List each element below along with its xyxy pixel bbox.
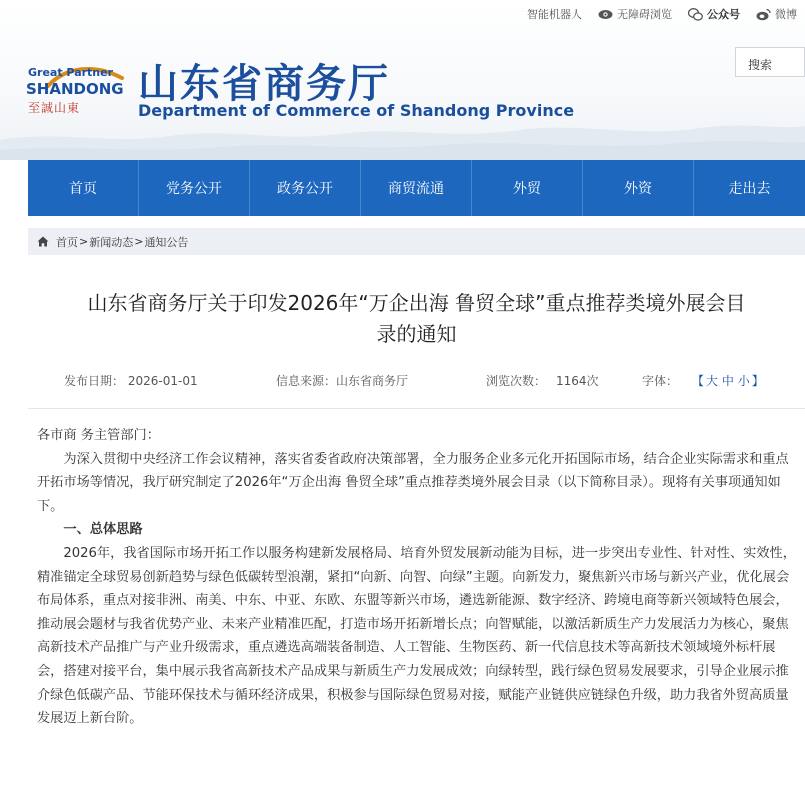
wechat-icon xyxy=(688,8,703,21)
publish-date-value: 2026-01-01 xyxy=(127,374,198,388)
top-utility-bar xyxy=(527,5,797,23)
view-count xyxy=(486,372,599,389)
info-source xyxy=(276,372,408,389)
meta-divider xyxy=(28,408,805,409)
bracket-open: 【 xyxy=(691,374,704,388)
font-size-options xyxy=(692,374,764,388)
robot-label: 智能机器人 xyxy=(527,8,582,21)
article-meta xyxy=(0,372,805,390)
body-paragraph: 2026年，我省国际市场开拓工作以服务构建新发展格局、培育外贸发展新动能为目标，进一步突出专业性、针对性、实效性，精准锚定全球贸易创新趋势与绿色低碳转型浪潮，紧扣“向新、向智、向绿”主题。向新发力，聚焦新兴市场与新兴产业，优化展会布局体系，重点对接非洲、南美、中东、中亚、东欧、东盟等新兴市场，遴选新能源、数字经济、跨境电商等新兴领域特色展会，推动展会题材与我省优势产业、未来产业精准匹配，打造市场开拓新增长点；向智赋能，以激活新质生产力发展活力为核心，聚焦高新技术产品推广与产业升级需求，重点遴选高端装备制造、人工智能、生物医药、新一代信息技术等高新技术领域境外标杆展会，搭建对接平台，集中展示我省高新技术产品成果与新质生产力发展成效；向绿转型，践行绿色贸易发展要求，引导企业展示推介绿色低碳产品、节能环保技术与循环经济成果，积极参与国际绿色贸易对接，赋能产业链供应链绿色升级，助力我省外贸高质量发展迈上新台阶。 xyxy=(37,545,796,727)
intro-paragraph: 为深入贯彻中央经济工作会议精神，落实省委省政府决策部署，全力服务企业多元化开拓国际市场，结合企业实际需求和重点开拓市场等情况，我厅研究制定了2026年“万企出海 鲁贸全球”重点推荐类境外展会目录（以下简称目录）。现将有关事项通知如下。 xyxy=(37,451,789,514)
logo-slogan: 至誠山東 xyxy=(28,101,81,115)
accessibility-link[interactable] xyxy=(598,6,672,22)
breadcrumb-news[interactable]: 新闻动态 xyxy=(89,235,134,249)
article-title xyxy=(28,288,805,350)
view-count-label: 浏览次数： xyxy=(486,374,547,388)
publish-date xyxy=(64,372,198,389)
view-count-value: 1164次 xyxy=(556,374,599,388)
logo-shandong: SHANDONG xyxy=(26,80,124,98)
wechat-label: 公众号 xyxy=(707,8,740,21)
font-size-small-button[interactable]: 小 xyxy=(737,374,750,388)
site-title: 山东省商务厅 xyxy=(138,61,390,107)
salutation: 各市商 务主管部门： xyxy=(37,428,160,443)
wechat-account-link[interactable] xyxy=(688,6,740,22)
weibo-link[interactable] xyxy=(756,6,797,22)
site-header xyxy=(0,0,805,160)
nav-item-commerce-circulation[interactable]: 商贸流通 xyxy=(361,160,472,216)
accessibility-label: 无障碍浏览 xyxy=(617,8,672,21)
nav-item-foreign-investment[interactable]: 外资 xyxy=(583,160,694,216)
section-heading: 一、总体思路 xyxy=(63,522,143,538)
font-size-medium-button[interactable]: 中 xyxy=(721,374,734,388)
font-size-control xyxy=(642,372,764,389)
nav-item-government-affairs[interactable]: 政务公开 xyxy=(250,160,361,216)
robot-link[interactable] xyxy=(527,6,582,22)
nav-item-home[interactable]: 首页 xyxy=(28,160,139,216)
breadcrumb-separator: > xyxy=(79,235,89,248)
nav-item-foreign-trade[interactable]: 外贸 xyxy=(472,160,583,216)
weibo-icon xyxy=(756,8,771,21)
info-source-value: 山东省商务厅 xyxy=(336,374,409,388)
breadcrumb xyxy=(28,228,805,255)
logo-great-partner: Great Partner xyxy=(28,66,114,79)
article-title-line-2: 录的通知 xyxy=(376,322,457,346)
nav-item-going-global[interactable]: 走出去 xyxy=(728,181,771,197)
publish-date-label: 发布日期： xyxy=(64,374,125,388)
article-title-line-1: 山东省商务厅关于印发2026年“万企出海 鲁贸全球”重点推荐类境外展会目 xyxy=(87,291,746,315)
font-size-label: 字体： xyxy=(642,374,679,388)
breadcrumb-separator: > xyxy=(134,235,144,248)
eye-icon xyxy=(598,9,613,20)
breadcrumb-home[interactable]: 首页 xyxy=(56,235,78,249)
home-icon xyxy=(37,236,49,247)
main-nav xyxy=(28,160,805,216)
font-size-large-button[interactable]: 大 xyxy=(705,374,718,388)
breadcrumb-notices[interactable]: 通知公告 xyxy=(144,235,189,249)
weibo-label: 微博 xyxy=(775,8,797,21)
site-subtitle: Department of Commerce of Shandong Province xyxy=(138,101,575,120)
info-source-label: 信息来源： xyxy=(276,374,337,388)
nav-item-party-affairs[interactable]: 党务公开 xyxy=(139,160,250,216)
search-button[interactable]: 搜索 xyxy=(735,47,805,77)
bracket-close: 】 xyxy=(751,374,764,388)
article-body xyxy=(37,424,797,731)
